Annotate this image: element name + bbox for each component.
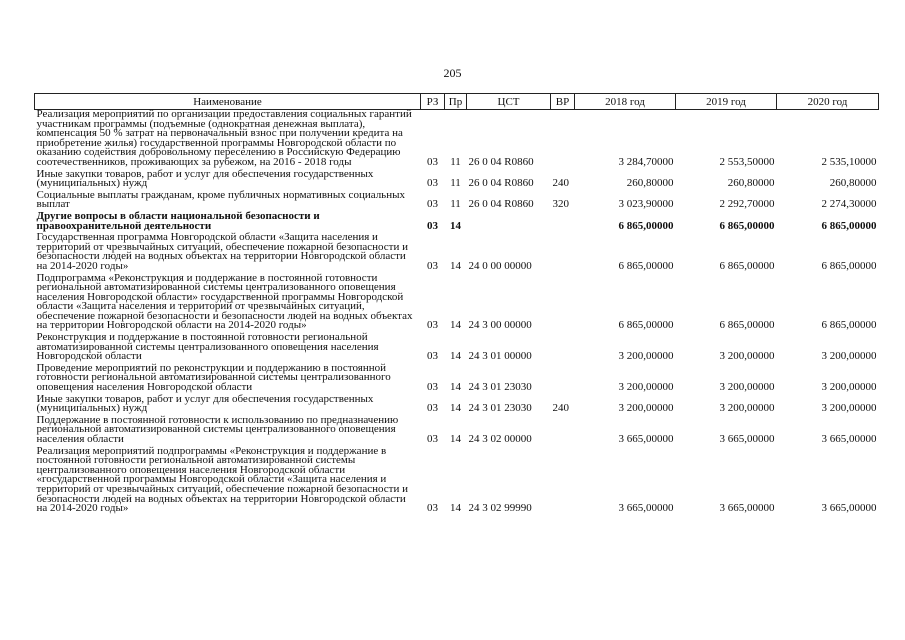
table-row [35, 191, 879, 212]
cell-2018: 3 200,00000 [618, 402, 674, 415]
cell-cst [467, 212, 551, 233]
cell-2020: 3 665,00000 [821, 502, 877, 515]
cell-2020: 6 865,00000 [821, 319, 877, 332]
table-row [35, 170, 879, 191]
cell-name: Реализация мероприятий подпрограммы «Реконструкция и поддержание в постоянной готовности региональной автоматизированной системы централизованного оповещения населения Новгородской области «государственной программы Новгородской области «Защита населения и территорий от чрезвычайных ситуаций, обеспечение пожарной безопасности и безопасности людей на водных объектах на территории Новгородской области на 2014-2020 годы» [36, 444, 409, 515]
table-row [35, 212, 879, 233]
budget-table [34, 93, 879, 516]
cell-cst: 26 0 04 R0860 [468, 198, 534, 211]
cell-pr: 14 [450, 381, 461, 394]
cell-name: Проведение мероприятий по реконструкции и поддержанию в постоянной готовности региональной автоматизированной системы централизованного оповещения населения Новгородской области [36, 361, 391, 394]
table-row [35, 395, 879, 416]
cell-2020: 3 200,00000 [821, 350, 877, 363]
cell-cst: 24 3 01 00000 [468, 350, 532, 363]
cell-cst: 24 3 01 23030 [468, 402, 532, 415]
cell-2018: 6 865,00000 [618, 219, 674, 232]
page-number: 205 [443, 66, 462, 80]
cell-2019: 2 553,50000 [719, 155, 775, 168]
cell-name: Социальные выплаты гражданам, кроме публичных нормативных социальных выплат [36, 188, 405, 211]
cell-pr: 11 [450, 155, 461, 168]
cell-cst: 24 0 00 00000 [468, 259, 532, 272]
cell-pr: 14 [450, 259, 461, 272]
cell-2019: 2 292,70000 [719, 198, 775, 211]
cell-cst: 26 0 04 R0860 [468, 155, 534, 168]
header-2019: 2019 год [676, 94, 777, 110]
cell-2020: 2 274,30000 [821, 198, 877, 211]
cell-rz: 03 [427, 219, 438, 232]
cell-vr [551, 333, 575, 364]
cell-vr [551, 233, 575, 273]
cell-2018: 3 200,00000 [618, 381, 674, 394]
table-row [35, 110, 879, 170]
cell-2018: 260,80000 [626, 177, 674, 190]
table-body [35, 110, 879, 516]
cell-2020: 6 865,00000 [821, 259, 877, 272]
cell-2020: 3 665,00000 [821, 433, 877, 445]
cell-2020: 3 200,00000 [821, 402, 877, 415]
header-2018: 2018 год [575, 94, 676, 110]
table-row [35, 364, 879, 395]
cell-vr: 240 [552, 402, 569, 415]
header-rz: РЗ [421, 94, 445, 110]
cell-name: Поддержание в постоянной готовности к использованию по предназначению региональной автоматизированной системы централизованного оповещения населения области [36, 413, 399, 445]
cell-2019: 6 865,00000 [719, 319, 775, 332]
cell-2018: 3 665,00000 [618, 433, 674, 445]
cell-2019: 3 200,00000 [719, 350, 775, 363]
cell-2019: 260,80000 [727, 177, 775, 190]
cell-pr: 14 [450, 433, 461, 445]
cell-2020: 6 865,00000 [821, 219, 877, 232]
cell-vr [551, 447, 575, 516]
cell-cst: 24 3 02 99990 [468, 502, 532, 515]
cell-cst: 24 3 01 23030 [468, 381, 532, 394]
cell-2020: 2 535,10000 [821, 155, 877, 168]
cell-pr: 14 [450, 350, 461, 363]
header-cst: ЦСТ [467, 94, 551, 110]
cell-pr: 14 [450, 319, 461, 332]
cell-2018: 6 865,00000 [618, 319, 674, 332]
cell-rz: 03 [427, 381, 438, 394]
header-2020: 2020 год [777, 94, 879, 110]
cell-rz: 03 [427, 198, 438, 211]
cell-pr: 11 [450, 177, 461, 190]
cell-2018: 3 023,90000 [618, 198, 674, 211]
cell-2019: 3 200,00000 [719, 381, 775, 394]
cell-name: Другие вопросы в области национальной безопасности и правоохранительной деятельности [36, 209, 320, 232]
table-row [35, 274, 879, 334]
cell-pr: 14 [450, 402, 461, 415]
cell-pr: 11 [450, 198, 461, 211]
cell-2018: 3 284,70000 [618, 155, 674, 168]
header-pr: Пр [445, 94, 467, 110]
table-row [35, 333, 879, 364]
cell-name: Иные закупки товаров, работ и услуг для обеспечения государственных (муниципальных) нужд [36, 392, 374, 415]
cell-vr: 240 [552, 177, 569, 190]
cell-rz: 03 [427, 402, 438, 415]
cell-rz: 03 [427, 502, 438, 515]
cell-vr [551, 212, 575, 233]
cell-pr: 14 [450, 219, 461, 232]
cell-vr: 320 [552, 198, 569, 211]
cell-2019: 6 865,00000 [719, 259, 775, 272]
cell-2019: 3 665,00000 [719, 502, 775, 515]
cell-2018: 6 865,00000 [618, 259, 674, 272]
cell-name: Государственная программа Новгородской области «Защита населения и территорий от чрезвычайных ситуаций, обеспечение пожарной безопасности и безопасности людей на водных объектах на территории Новгородской области на 2014-2020 годы» [36, 231, 409, 272]
cell-cst: 26 0 04 R0860 [468, 177, 534, 190]
cell-2018: 3 665,00000 [618, 502, 674, 515]
cell-rz: 03 [427, 433, 438, 445]
cell-vr [551, 110, 575, 170]
cell-rz: 03 [427, 155, 438, 168]
cell-cst: 24 3 02 00000 [468, 433, 532, 445]
header-name: Наименование [35, 94, 421, 110]
cell-2019: 3 665,00000 [719, 433, 775, 445]
cell-name: Подпрограмма «Реконструкция и поддержание в постоянной готовности региональной автоматизированной системы централизованного оповещения населения Новгородской области» государственной программы Новгородской области «Защита населения и территорий от чрезвычайных ситуаций, обеспечение пожарной безопасности и безопасности людей на водных объектах на территории Новгородской области на 2014-2020 годы» [36, 271, 413, 332]
cell-rz: 03 [427, 319, 438, 332]
cell-2019: 3 200,00000 [719, 402, 775, 415]
cell-2019: 6 865,00000 [719, 219, 775, 232]
cell-vr [551, 364, 575, 395]
cell-rz: 03 [427, 259, 438, 272]
table-row [35, 233, 879, 273]
table-row [35, 416, 879, 447]
table-row [35, 447, 879, 516]
cell-rz: 03 [427, 177, 438, 190]
cell-pr: 14 [450, 502, 461, 515]
cell-name: Реализация мероприятий по организации предоставления социальных гарантий участникам программы (подъемные (однократная денежная выплата), компенсация 50 % затрат на первоначальный взнос при получении кредита на приобретение жилья) государственной программы Новгородской области по оказанию содействия добровольному переселению в Российскую Федерацию соотечественников, проживающих за рубежом, на 2016 - 2018 годы [36, 108, 412, 168]
header-vr: ВР [551, 94, 575, 110]
cell-name: Реконструкция и поддержание в постоянной готовности региональной автоматизированной системы централизованного оповещения населения Новгородской области [36, 331, 379, 363]
cell-2020: 3 200,00000 [821, 381, 877, 394]
cell-vr [551, 274, 575, 334]
cell-rz: 03 [427, 350, 438, 363]
cell-name: Иные закупки товаров, работ и услуг для обеспечения государственных (муниципальных) нужд [36, 167, 374, 190]
cell-2018: 3 200,00000 [618, 350, 674, 363]
cell-2020: 260,80000 [829, 177, 877, 190]
cell-cst: 24 3 00 00000 [468, 319, 532, 332]
cell-vr [551, 416, 575, 447]
